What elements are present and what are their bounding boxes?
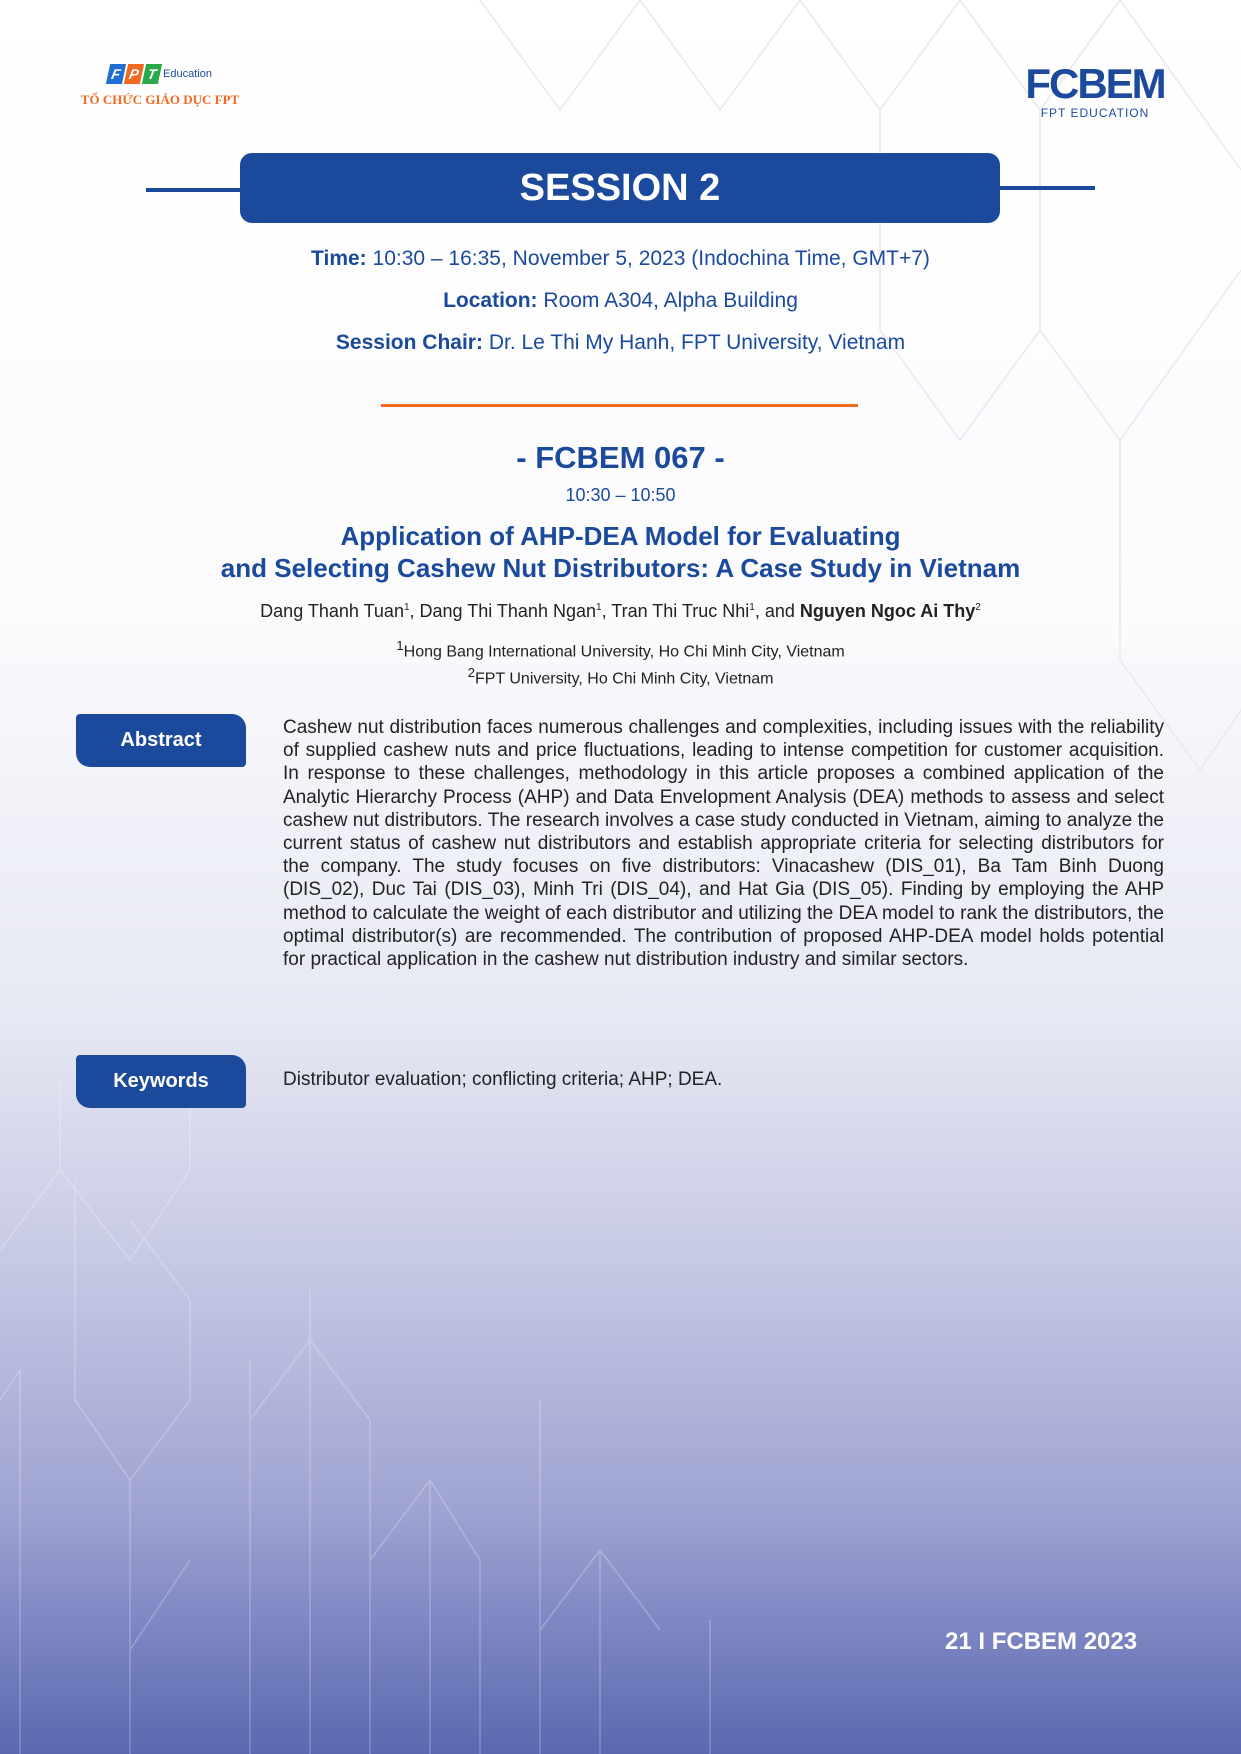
chair-value: Dr. Le Thi My Hanh, FPT University, Vietnam — [488, 331, 906, 354]
author-list — [0, 601, 1241, 622]
author-affiliation-mark: 1 — [596, 602, 602, 613]
affiliation — [0, 665, 1241, 688]
fcbem-logo-subtitle: FPT EDUCATION — [1040, 106, 1150, 120]
affiliation-text: Hong Bang International University, Ho Chi Minh City, Vietnam — [403, 643, 845, 661]
session-location — [0, 289, 1241, 313]
session-title: SESSION 2 — [240, 153, 1000, 223]
paper-title — [0, 520, 1241, 584]
author-name: Tran Thi Truc Nhi — [611, 601, 750, 621]
affiliation-mark: 1 — [396, 638, 404, 653]
fcbem-logo — [1015, 62, 1175, 120]
fpt-education-logo — [55, 64, 265, 108]
author-affiliation-mark: 1 — [749, 602, 755, 613]
affiliation — [0, 638, 1241, 661]
fpt-letter-t: T — [142, 64, 162, 84]
paper-title-line: and Selecting Cashew Nut Distributors: A Case Study in Vietnam — [220, 553, 1021, 583]
fpt-letter-f: F — [106, 64, 126, 84]
author-separator: , and — [754, 601, 800, 621]
author-name: Dang Thanh Tuan — [260, 601, 404, 621]
keywords-text: Distributor evaluation; conflicting criteria; AHP; DEA. — [283, 1069, 723, 1090]
paper-code: - FCBEM 067 - — [516, 440, 725, 475]
location-value: Room A304, Alpha Building — [543, 289, 798, 312]
keywords-label: Keywords — [76, 1055, 246, 1108]
session-time — [0, 247, 1241, 271]
fpt-education-text: Education — [163, 68, 212, 80]
author-name: Dang Thi Thanh Ngan — [419, 601, 596, 621]
location-label: Location: — [443, 289, 538, 312]
fcbem-logo-word: FCBEM — [1025, 60, 1165, 107]
fpt-logo-mark — [108, 64, 160, 84]
session-line-right — [995, 186, 1095, 190]
fpt-org-name: TỔ CHỨC GIÁO DỤC FPT — [80, 92, 240, 107]
paper-title-line: Application of AHP-DEA Model for Evaluating — [340, 521, 901, 551]
chair-label: Session Chair: — [335, 331, 483, 354]
author-affiliation-mark: 1 — [403, 602, 410, 613]
session-line-left — [146, 188, 246, 192]
fpt-letter-p: P — [124, 64, 144, 84]
session-chair — [0, 331, 1241, 355]
author-separator: , — [601, 601, 612, 621]
presenting-author-name: Nguyen Ngoc Ai Thy — [799, 601, 976, 621]
affiliation-mark: 2 — [467, 665, 475, 680]
abstract-text: Cashew nut distribution faces numerous challenges and complexities, including issues with the reliability of supplied cashew nuts and price fluctuations, leading to intense competition for customer acquisition. In response to these challenges, methodology in this article proposes a combined application of the Analytic Hierarchy Process (AHP) and Data Envelopment Analysis (DEA) methods to assess and select cashew nut distributors. The research involves a case study conducted in Vietnam, aiming to analyze the current status of cashew nut distributors and establish appropriate criteria for selecting distributors for the company. The study focuses on five distributors: Vinacashew (DIS_01), Ba Tam Binh Duong (DIS_02), Duc Tai (DIS_03), Minh Tri (DIS_04), and Hat Gia (DIS_05). Finding by employing the AHP method to calculate the weight of each distributor and utilizing the DEA model to rank the distributors, the optimal distributor(s) are recommended. The contribution of proposed AHP-DEA model holds potential for practical application in the cashew nut distribution industry and similar sectors. — [283, 717, 1164, 971]
time-value: 10:30 – 16:35, November 5, 2023 (Indochina Time, GMT+7) — [372, 247, 930, 270]
abstract-label: Abstract — [76, 714, 246, 767]
divider — [381, 404, 858, 407]
paper-time-slot: 10:30 – 10:50 — [565, 485, 676, 505]
author-separator: , — [409, 601, 420, 621]
time-label: Time: — [311, 247, 367, 270]
author-affiliation-mark: 2 — [975, 602, 981, 613]
page-footer: 21 I FCBEM 2023 — [945, 1628, 1138, 1655]
affiliation-text: FPT University, Ho Chi Minh City, Vietnam — [474, 670, 774, 688]
